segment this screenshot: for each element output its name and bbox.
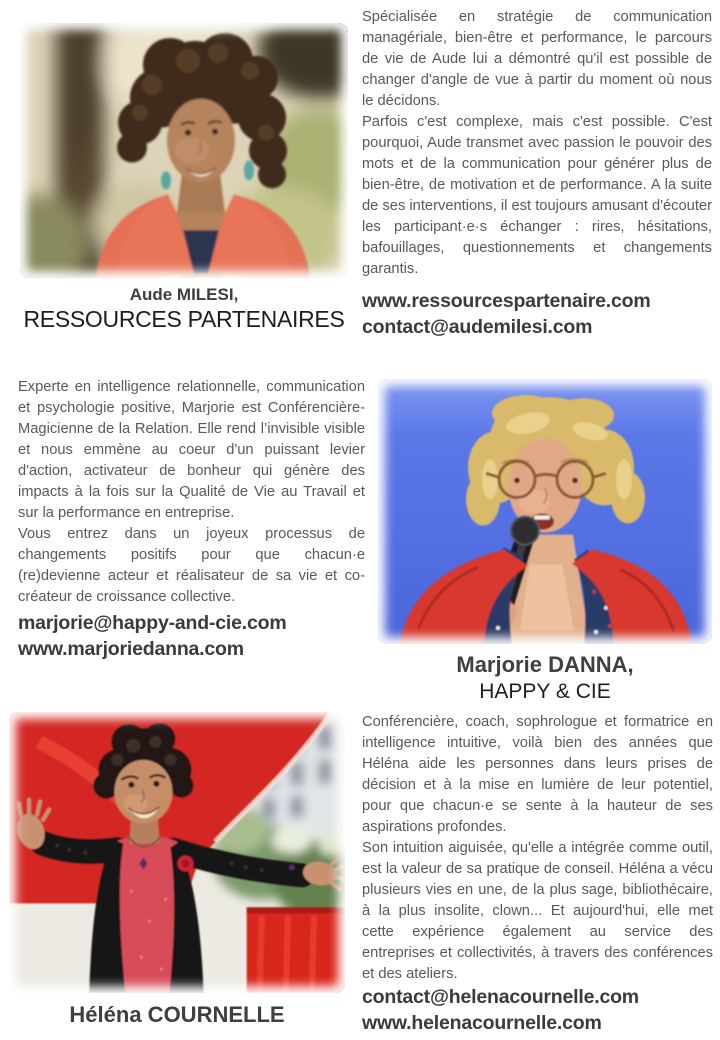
- bio-text-marjorie: [18, 377, 365, 608]
- portrait-photo-helena: [9, 712, 345, 993]
- bio-paragraph: Conférencière, coach, sophrologue et formatrice en intelligence intuitive, voilà bien des années que Héléna aide les personnes dans leurs prises de décision et à la mise en lumière de leur potentiel, pour que chacun·e se sente à la hauteur de ses aspirations profondes.: [362, 714, 713, 835]
- bio-paragraph: Vous entrez dans un joyeux processus de changements positifs pour que chacun·e (re)devienne acteur et réalisateur de sa vie et co-créateur de croissance collective.: [18, 526, 365, 605]
- email-text-marjorie: marjorie@happy-and-cie.com: [18, 612, 287, 634]
- email-text-helena: contact@helenacournelle.com: [362, 986, 639, 1008]
- contact-marjorie: [18, 610, 365, 662]
- bio-paragraph: Spécialisée en stratégie de communication managériale, bien-être et performance, le parcours de vie de Aude lui a démontré qu'il est possible de changer d'angle de vue à partir du moment où nous le décidons.: [362, 9, 712, 109]
- person-name-helena: Héléna COURNELLE: [69, 1002, 285, 1027]
- caption-aude: [12, 283, 356, 333]
- portrait-marjorie-illustration: [378, 379, 712, 644]
- bio-paragraph: Parfois c'est complexe, mais c'est possible. C'est pourquoi, Aude transmet avec passion le pouvoir des mots et de la communication pour générer plus de bien-être, de motivation et de performance. A la suite de ses interventions, il est toujours amusant d'écouter les participant·e·s échanger : rires, hésitations, bafouillages, questionnements et changements garantis.: [362, 114, 712, 277]
- website-text-aude: www.ressourcespartenaire.com: [362, 290, 651, 312]
- portrait-aude-illustration: [20, 23, 348, 278]
- portrait-photo-marjorie: [378, 379, 712, 644]
- company-name-aude: RESSOURCES PARTENAIRES: [23, 306, 345, 332]
- company-name-marjorie: HAPPY & CIE: [479, 680, 611, 703]
- website-text-marjorie: www.marjoriedanna.com: [18, 638, 244, 660]
- website-text-helena: www.helenacournelle.com: [362, 1012, 602, 1034]
- portrait-helena-illustration: [9, 712, 345, 993]
- bio-paragraph: Experte en intelligence relationnelle, communication et psychologie positive, Marjorie est Conférencière-Magicienne de la Relation. Elle rend l’invisible visible et nous emmène au coeur d'un puissant levier d'action, activateur de bonheur qui génère des impacts à la fois sur la Qualité de Vie au Travail et sur la performance en entreprise.: [18, 379, 365, 521]
- portrait-photo-aude: [20, 23, 348, 278]
- bio-text-aude: [362, 7, 712, 280]
- caption-marjorie: [378, 650, 712, 705]
- email-text-aude: contact@audemilesi.com: [362, 316, 593, 338]
- bio-paragraph: Son intuition aiguisée, qu'elle a intégrée comme outil, est la valeur de sa pratique de conseil. Héléna a vécu plusieurs vies en une, de la plus sage, bibliothécaire, à la plus insolite, clown... Et aujourd'hui, elle met cette expérience également au service des entreprises et collectivités, à travers des conférences et des ateliers.: [362, 840, 713, 982]
- caption-helena: [9, 1001, 345, 1029]
- person-name-marjorie: Marjorie DANNA,: [456, 652, 634, 677]
- contact-aude: [362, 288, 712, 340]
- bio-text-helena: [362, 712, 713, 985]
- person-name-aude: Aude MILESI,: [129, 285, 239, 304]
- contact-helena: [362, 984, 713, 1036]
